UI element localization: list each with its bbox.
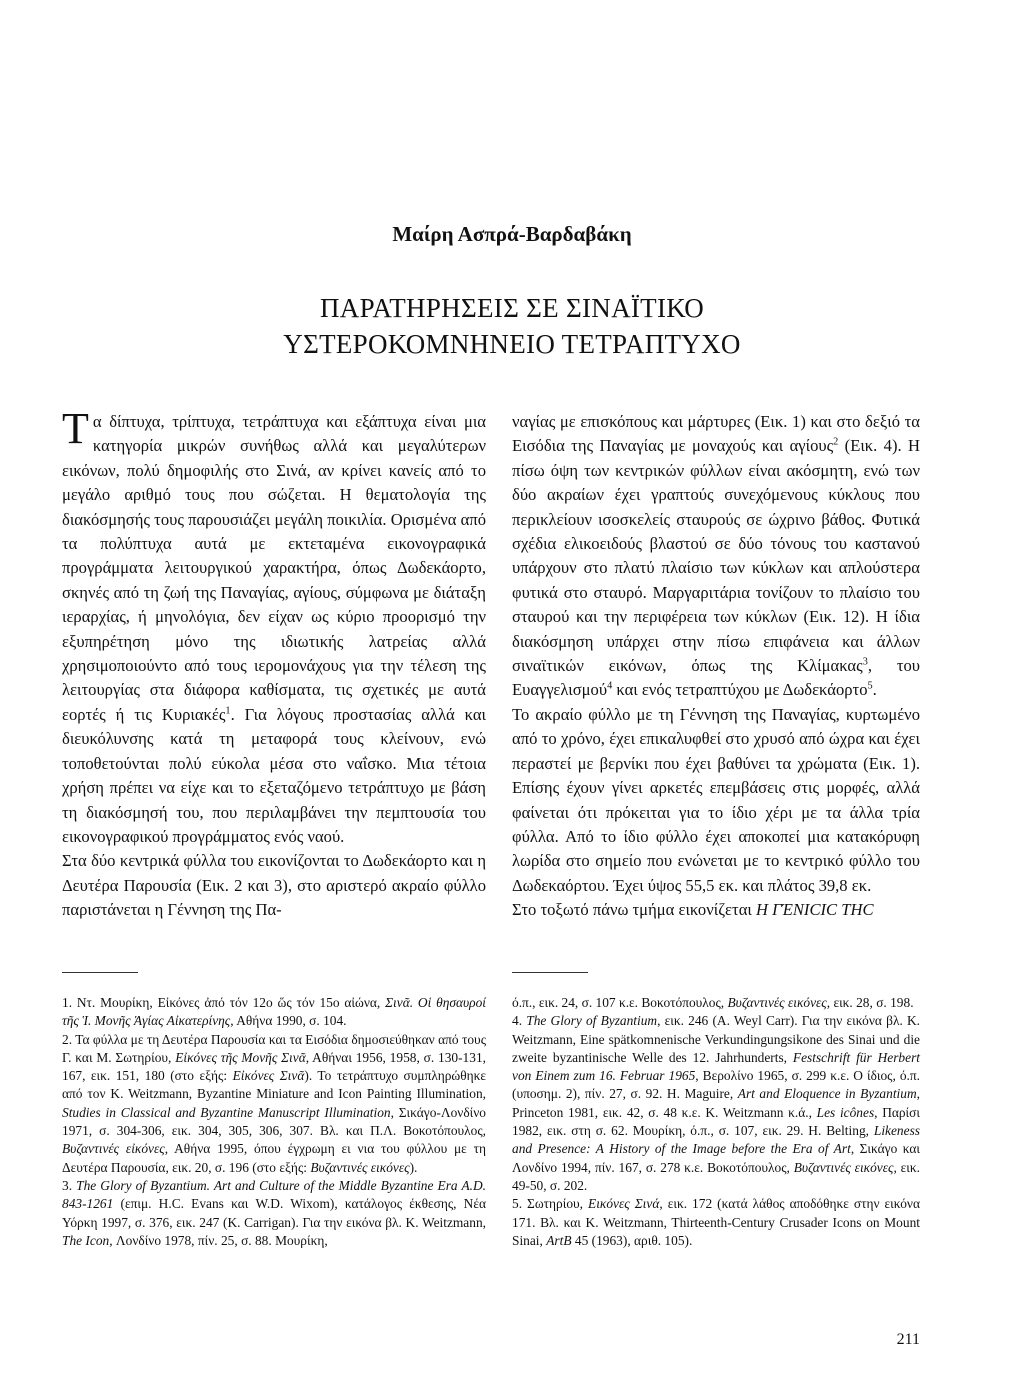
body-italic: Η ΓΈΝΙCIC ΤΗC	[756, 900, 874, 920]
fn-text: , Αθήνα 1990, σ. 104.	[230, 1013, 347, 1029]
fn-text: ). Το τετράπτυχο συμπληρώθηκε από τον K. Weitzmann, Byzantine Miniature and Icon Painting Illumination,	[62, 1068, 486, 1102]
fn-text: (επιμ. H.C. Evans και W.D. Wixom), κατάλογος έκθεσης, Νέα Υόρκη 1997, σ. 376, εικ. 247 (K. Carrigan). Για την εικόνα βλ. K. Weitzmann,	[62, 1196, 486, 1230]
fn-text: , Λονδίνο 1978, πίν. 25, σ. 88. Μουρίκη,	[109, 1232, 328, 1248]
fn-text: , εικ. 172 (κατά λάθος αποδόθηκε στην εικόνα 171. Βλ. και K. Weitzmann, Thirteenth-Century Crusader Icons on Mount Sinai,	[512, 1196, 920, 1248]
fn-text: 4.	[512, 1013, 527, 1029]
fn-text: 1. Ντ. Μουρίκη, Εἰκόνες ἀπό τόν 12ο ὥς τόν 15ο αἰώνα,	[62, 995, 386, 1010]
body-text: α δίπτυχα, τρίπτυχα, τετράπτυχα και εξάπτυχα είναι μια κατηγορία μικρών συνήθως αλλά και μεγαλύτερων εικόνων, πολύ δημοφιλής στο Σινά, αν κρίνει κανείς από το μεγάλο αριθμό τους που σώζεται. Η θεματολογία της διακόσμησής τους παρουσιάζει μεγάλη ποικιλία. Ορισμένα από τα πολύπτυχα αυτά με εκτεταμένα εικονογραφικά προγράμματα λειτουργικού χαρακτήρα, όπως Δωδεκάορτο, σκηνές από τη ζωή της Παναγίας, αγίους, σύμφωνα με διάταξη ιεραρχίας, ή μηνολόγια, δεν είχαν ως κύριο προορισμό την εξυπηρέτηση μόνο της ιδιωτικής λατρείας αλλά χρησιμοποιούντο από τους ιερομονάχους για την τέλεση της λειτουργίας στα διάφορα καθίσματα, τις σχετικές με αυτά εορτές ή τις Κυριακές	[62, 412, 486, 724]
body-column-left	[62, 404, 486, 923]
footnote-ref[interactable]: 2	[833, 436, 839, 448]
fn-text: , Αθήναι 1956, 1958, σ. 130-131, 167, εικ. 151, 180 (στο εξής:	[62, 1049, 486, 1084]
footnotes-right	[512, 994, 920, 1250]
footnote-2	[62, 1031, 486, 1177]
body-paragraph: Στα δύο κεντρικά φύλλα του εικονίζονται το Δωδεκάορτο και η Δευτέρα Παρουσία (Εικ. 2 και 3), στο αριστερό ακραίο φύλλο παριστάνεται η Γέννηση της Πα-	[62, 851, 486, 920]
fn-text: , Σικάγο-Λονδίνο 1971, σ. 304-306, εικ. 304, 305, 306, 307. Βλ. και Π.Λ. Βοκοτόπουλος,	[62, 1104, 486, 1139]
body-paragraph	[62, 404, 486, 849]
footnote-5	[512, 1195, 920, 1250]
footnote-1	[62, 994, 486, 1031]
fn-text: , εικ. 49-50, σ. 202.	[512, 1159, 920, 1193]
body-text: .	[872, 680, 877, 700]
footnote-ref[interactable]: 5	[867, 680, 873, 692]
article-title	[0, 290, 1024, 362]
fn-italic: Likeness and Presence: A History of the Image before the Era of Art	[512, 1123, 920, 1157]
body-text: και ενός τετραπτύχου με Δωδεκάορτο	[612, 680, 868, 700]
fn-text: , Princeton 1981, εικ. 42, σ. 48 κ.ε. K. Weitzmann κ.ά.,	[512, 1086, 920, 1120]
fn-text: , Βερολίνο 1965, σ. 299 κ.ε. Ο ίδιος, ό.π. (υποσημ. 2), πίν. 27, σ. 92. H. Maguire,	[512, 1068, 920, 1102]
fn-text: ).	[409, 1159, 418, 1175]
fn-italic: Εἰκόνες τῆς Μονῆς Σινᾶ	[175, 1049, 306, 1065]
title-line-2: ΥΣΤΕΡΟΚΟΜΝΗΝΕΙΟ ΤΕΤΡΑΠΤΥΧΟ	[283, 329, 741, 359]
drop-cap: T	[62, 404, 89, 453]
fn-italic: Βυζαντινές εικόνες	[727, 995, 827, 1010]
body-paragraph	[512, 898, 920, 922]
fn-italic: Βυζαντινές εικόνες	[310, 1159, 410, 1175]
fn-italic: Βυζαντινές εἰκόνες	[62, 1141, 165, 1157]
footnote-rule-left	[62, 972, 138, 973]
body-paragraph: Το ακραίο φύλλο με τη Γέννηση της Παναγίας, κυρτωμένο από το χρόνο, έχει επικαλυφθεί στο χρυσό από ώχρα και έχει περαστεί με βερνίκι που έχει βαθύνει τα χρώματα (Εικ. 1). Επίσης έχουν γίνει αρκετές επεμβάσεις στις μορφές, αλλά φαίνεται ότι πρόκειται για το ίδιο χέρι με τα άλλα τρία φύλλα. Από το ίδιο φύλλο έχει αποκοπεί μια κατακόρυφη λωρίδα στο σημείο που ενώνεται με το κεντρικό φύλλο του Δωδεκαόρτου. Έχει ύψος 55,5 εκ. και πλάτος 39,8 εκ.	[512, 704, 920, 895]
fn-italic: Art and Eloquence in Byzantium	[737, 1086, 917, 1102]
fn-text: , εικ. 28, σ. 198.	[826, 995, 914, 1010]
fn-text: 45 (1963), αριθ. 105).	[571, 1232, 693, 1248]
body-text: ναγίας με επισκόπους και μάρτυρες (Εικ. 1) και στο δεξιό τα Εισόδια της Παναγίας με μοναχούς και αγίους	[512, 412, 920, 456]
fn-italic: Εικόνες Σινά	[588, 1196, 660, 1212]
footnote-3-continued	[512, 994, 920, 1012]
fn-text: 2. Τα φύλλα με τη Δευτέρα Παρουσία και τα Εισόδια δημοσιεύθηκαν από τους Γ. και Μ. Σωτηρίου,	[62, 1031, 486, 1065]
page-number: 211	[896, 1331, 920, 1348]
footnote-ref[interactable]: 3	[862, 656, 868, 668]
body-text: Στο τοξωτό πάνω τμήμα εικονίζεται	[512, 900, 757, 920]
footnote-4	[512, 1012, 920, 1195]
fn-italic: Βυζαντινές εικόνες	[793, 1159, 894, 1175]
fn-text: 5. Σωτηρίου,	[512, 1196, 589, 1212]
title-line-1: ΠΑΡΑΤΗΡΗΣΕΙΣ ΣΕ ΣΙΝΑΪΤΙΚΟ	[319, 293, 705, 323]
body-column-right	[512, 410, 920, 923]
fn-italic: Les icônes	[816, 1104, 875, 1120]
footnote-ref[interactable]: 1	[225, 705, 231, 717]
fn-italic: The Glory of Byzantium. Art and Culture of the Middle Byzantine Era A.D. 843-1261	[62, 1177, 486, 1212]
body-text: (Εικ. 4). Η πίσω όψη των κεντρικών φύλλων είναι ακόσμητη, ενώ των δύο ακραίων έχει γραπτούς συνεχόμενους κύκλους που περικλείουν ισοσκελείς σταυρούς σε ώχρινο βάθος. Φυτικά σχέδια ελικοειδούς βλαστού σε δύο τόνους του καστανού υπάρχουν στο πλατύ πλαίσιο των κύκλων και απλούστερα φυτικά στο σταυρό. Μαργαριτάρια τονίζουν το πλαίσιο του σταυρού και την περιφέρεια των κύκλων (Εικ. 12). Η ίδια διακόσμηση υπάρχει στην πίσω επιφάνεια και άλλων σιναϊτικών εικόνων, όπως της Κλίμακας	[512, 436, 920, 676]
fn-italic: ArtB	[546, 1232, 572, 1248]
footnote-3	[62, 1177, 486, 1250]
fn-text: ό.π., εικ. 24, σ. 107 κ.ε. Βοκοτόπουλος,	[512, 995, 728, 1010]
fn-text: 3.	[62, 1177, 77, 1193]
footnote-ref[interactable]: 4	[607, 680, 613, 692]
body-text: , του Ευαγγελισμού	[512, 656, 921, 700]
fn-italic: Festschrift für Herbert von Einem zum 16. Februar 1965	[512, 1049, 920, 1084]
fn-italic: Studies in Classical and Byzantine Manuscript Illumination	[62, 1104, 391, 1120]
body-paragraph	[512, 410, 920, 703]
fn-italic: The Icon	[62, 1232, 110, 1248]
fn-italic: The Glory of Byzantium	[526, 1013, 658, 1029]
fn-italic: Σινᾶ. Οἱ θησαυροί τῆς Ἱ. Μονῆς Ἁγίας Αἰκατερίνης	[62, 995, 486, 1029]
fn-text: , Παρίσι 1982, εικ. στη σ. 62. Μουρίκη, ό.π., σ. 107, εικ. 29. H. Belting,	[512, 1104, 920, 1139]
fn-italic: Εἰκόνες Σινᾶ	[232, 1068, 305, 1084]
fn-text: , Σικάγο και Λονδίνο 1994, πίν. 167, σ. 278 κ.ε. Βοκοτόπουλος,	[512, 1141, 920, 1175]
footnotes-left	[62, 994, 486, 1250]
fn-text: , Αθήνα 1995, όπου έγχρωμη ει νια του φύλλου με τη Δευτέρα Παρουσία, εικ. 20, σ. 196 (στο εξής:	[62, 1141, 486, 1175]
author-name: Μαίρη Ασπρά-Βαρδαβάκη	[392, 222, 632, 246]
fn-text: , εικ. 246 (A. Weyl Carr). Για την εικόνα βλ. K. Weitzmann, Eine spätkomnenische Verkundingungsikone des Sinai und die zweite byzantinische Welle des 12. Jahrhunderts,	[512, 1013, 921, 1065]
footnote-rule-right	[512, 972, 588, 973]
body-text: . Για λόγους προστασίας αλλά και διευκόλυνσης κατά τη μεταφορά τους κλείνουν, ενώ τοποθετούνται πολύ εύκολα μέσα στο ναΐσκο. Μια τέτοια χρήση πρέπει να είχε και το εξεταζόμενο τετράπτυχο με βάση τη διακόσμησή του, που περιλαμβάνει την πεμπτουσία του εικονογραφικού προγράμματος ενός ναού.	[62, 704, 486, 846]
